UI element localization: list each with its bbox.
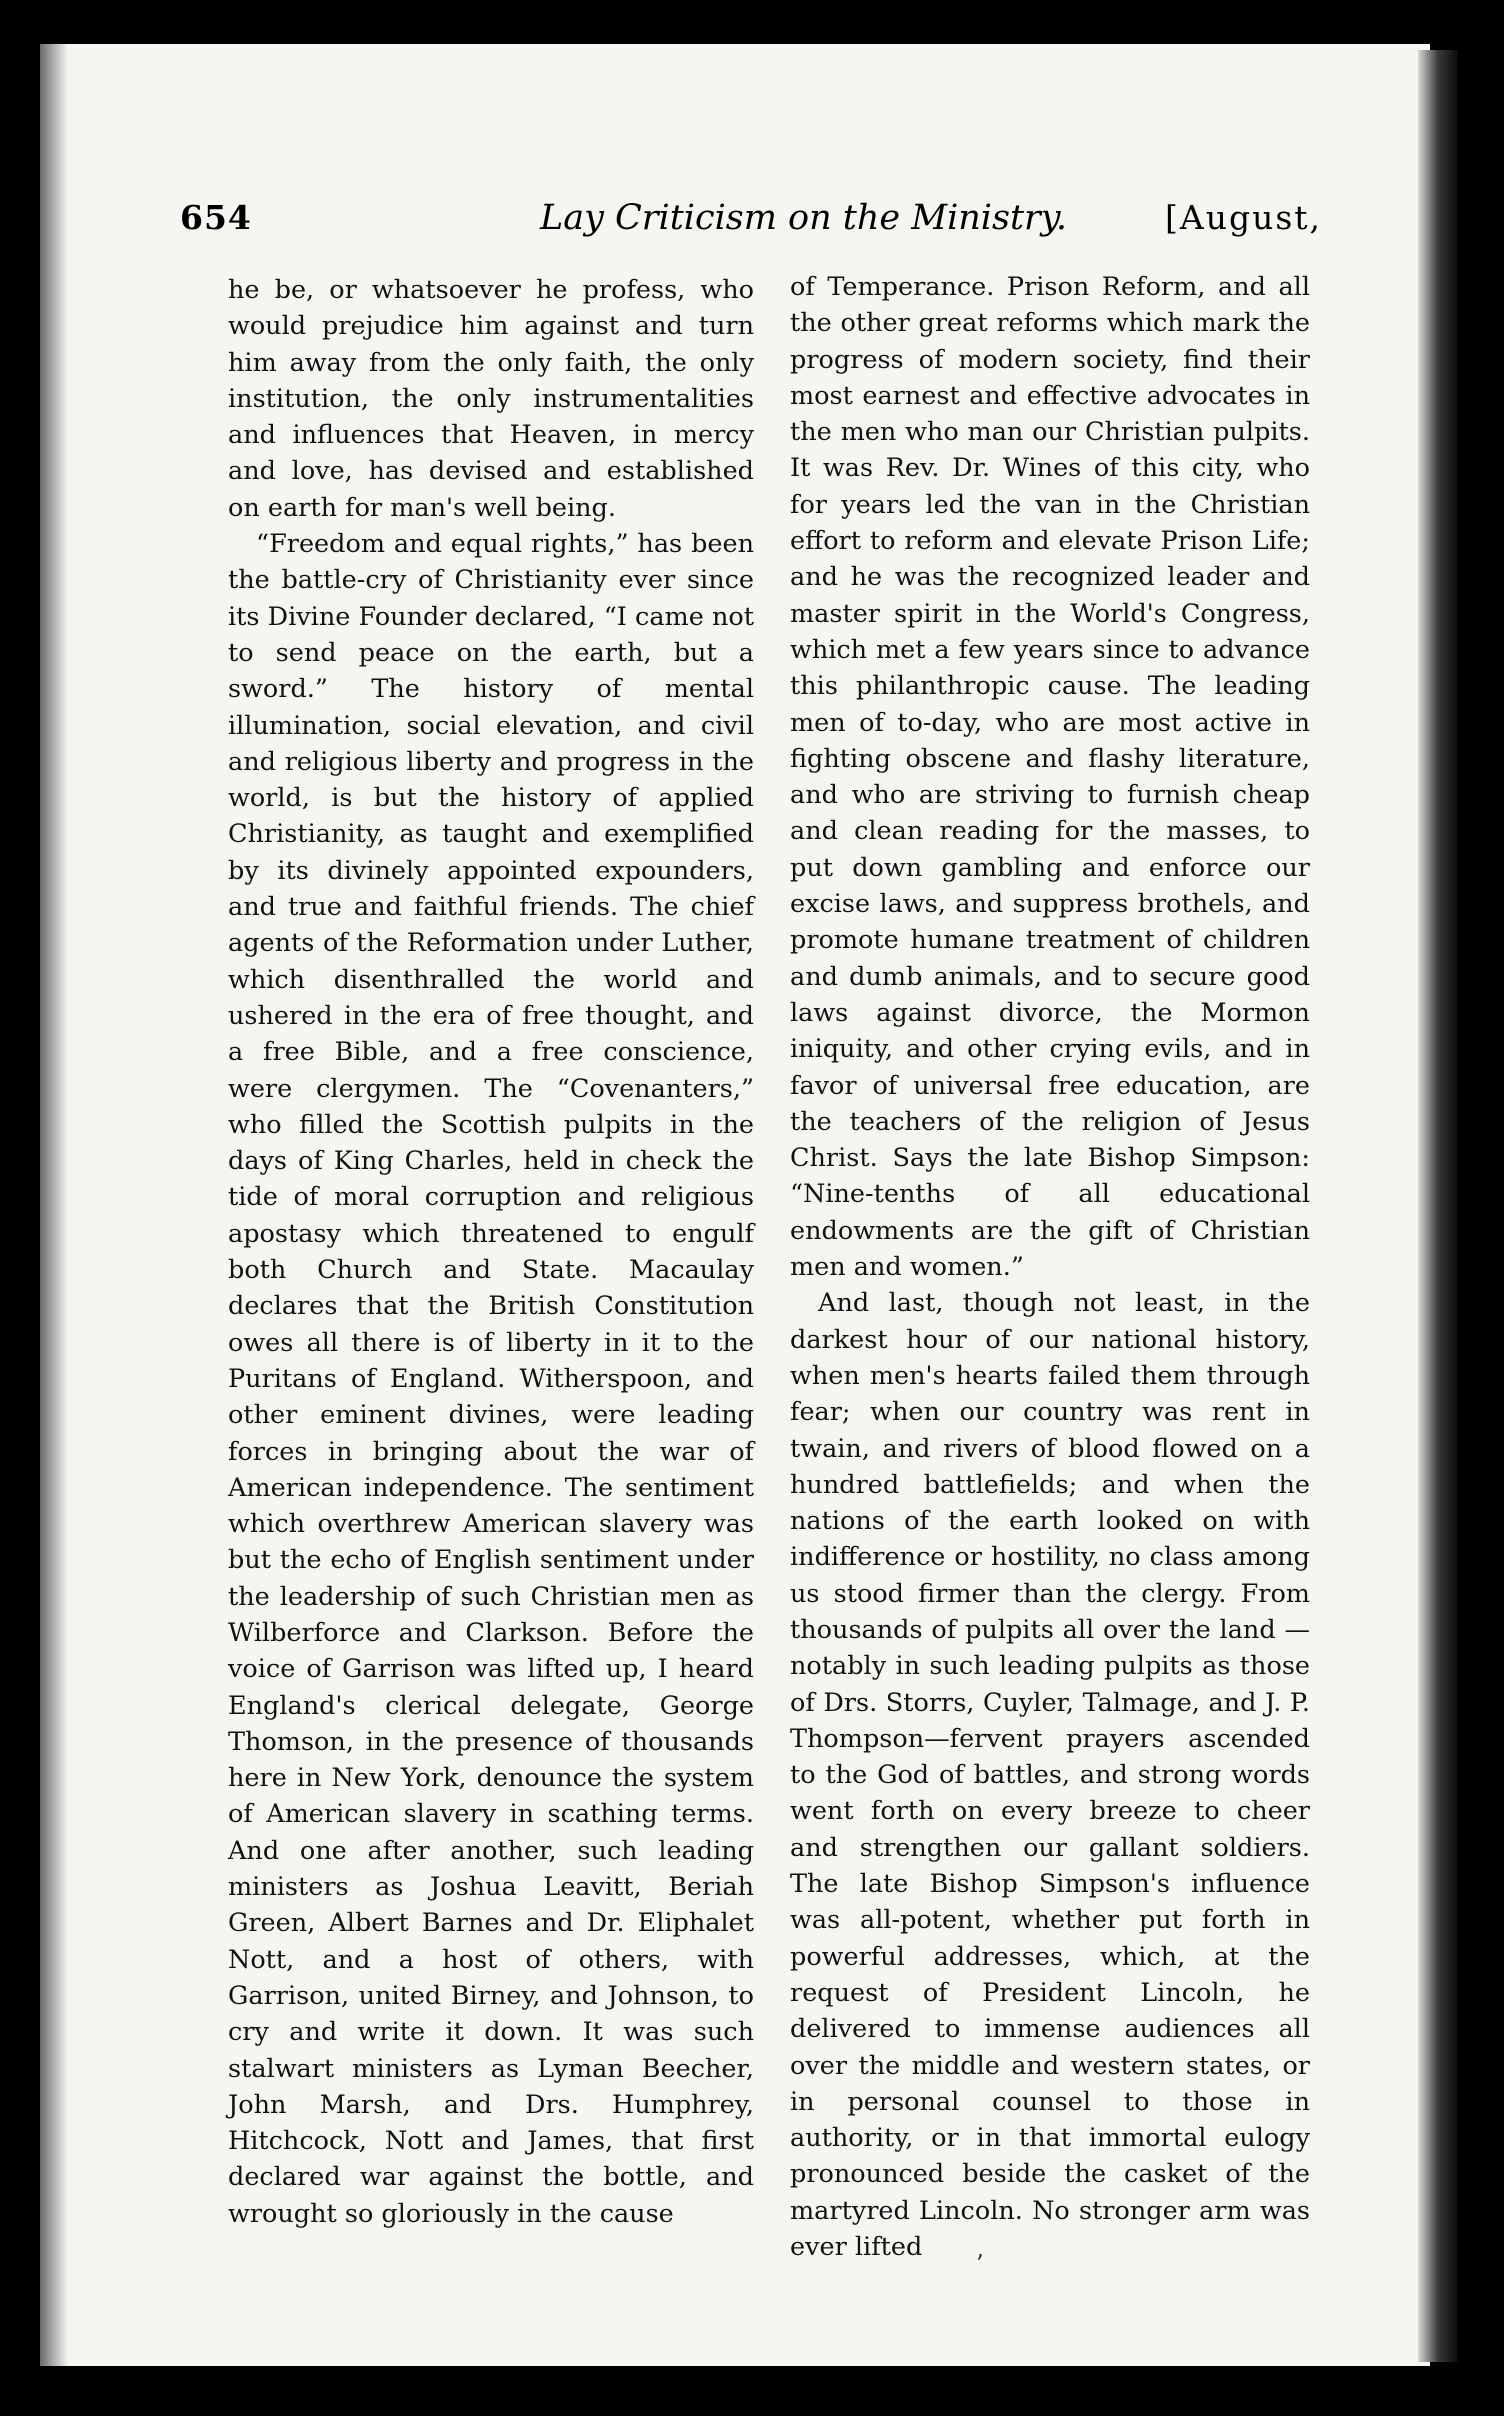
left-column	[228, 272, 754, 2232]
stray-mark: ’	[976, 2250, 984, 2278]
right-column	[790, 269, 1310, 2265]
paragraph: “Freedom and equal rights,” has been the battle-cry of Christianity ever since its Divine Founder declared, “I came not to send peace on the earth, but a sword.” The history of mental illumination, social elevation, and civil and religious liberty and progress in the world, is but the history of applied Christianity, as taught and exemplified by its divinely appointed expounders, and true and faithful friends. The chief agents of the Reformation under Luther, which disenthralled the world and ushered in the era of free thought, and a free Bible, and a free conscience, were clergymen. The “Covenanters,” who filled the Scottish pulpits in the days of King Charles, held in check the tide of moral corruption and religious apostasy which threatened to engulf both Church and State. Macaulay declares that the British Constitution owes all there is of liberty in it to the Puritans of England. Witherspoon, and other eminent divines, were leading forces in bringing about the war of American independence. The sentiment which overthrew American slavery was but the echo of English sentiment under the leadership of such Christian men as Wilberforce and Clarkson. Before the voice of Garrison was lifted up, I heard England's clerical delegate, George Thomson, in the presence of thousands here in New York, denounce the system of American slavery in scathing terms. And one after another, such leading ministers as Joshua Leavitt, Beriah Green, Albert Barnes and Dr. Eliphalet Nott, and a host of others, with Garrison, united Birney, and Johnson, to cry and write it down. It was such stalwart ministers as Lyman Beecher, John Marsh, and Drs. Humphrey, Hitchcock, Nott and James, that first declared war against the bottle, and wrought so gloriously in the cause	[228, 529, 754, 2229]
running-title: Lay Criticism on the Ministry.	[540, 198, 1067, 238]
paragraph: And last, though not least, in the darkest hour of our national history, when men's hearts failed them through fear; when our country was rent in twain, and rivers of blood flowed on a hundred battlefields; and when the nations of the earth looked on with indifference or hostility, no class among us stood firmer than the clergy. From thousands of pulpits all over the land —notably in such leading pulpits as those of Drs. Storrs, Cuyler, Talmage, and J. P. Thompson—fervent prayers ascended to the God of battles, and strong words went forth on every breeze to cheer and strengthen our gallant soldiers. The late Bishop Simpson's influence was all-potent, whether put forth in powerful addresses, which, at the request of President Lincoln, he delivered to immense audiences all over the middle and western states, or in personal counsel to those in authority, or in that immortal eulogy pronounced beside the casket of the martyred Lincoln. No stronger arm was ever lifted	[790, 1288, 1310, 2263]
page-edge-shadow	[1418, 50, 1458, 2362]
page-number: 654	[180, 198, 252, 237]
paragraph: of Temperance. Prison Reform, and all the other great reforms which mark the progress of modern society, find their most earnest and effective advocates in the men who man our Christian pulpits. It was Rev. Dr. Wines of this city, who for years led the van in the Christian effort to reform and elevate Prison Life; and he was the recognized leader and master spirit in the World's Congress, which met a few years since to advance this philanthropic cause. The leading men of to-day, who are most active in fighting obscene and flashy literature, and who are striving to furnish cheap and clean reading for the masses, to put down gambling and enforce our excise laws, and suppress brothels, and promote humane treatment of children and dumb animals, and to secure good laws against divorce, the Mormon iniquity, and other crying evils, and in favor of universal free education, are the teachers of the religion of Jesus Christ. Says the late Bishop Simpson: “Nine-tenths of all educational endowments are the gift of Christian men and women.”	[790, 272, 1310, 1283]
paragraph: he be, or whatsoever he profess, who would prejudice him against and turn him away from the only faith, the only institution, the only instrumentalities and influences that Heaven, in mercy and love, has devised and established on earth for man's well being.	[228, 275, 754, 523]
running-month: [August,	[1165, 198, 1323, 237]
page-binding-shadow	[40, 44, 68, 2366]
page-header	[180, 198, 1350, 248]
